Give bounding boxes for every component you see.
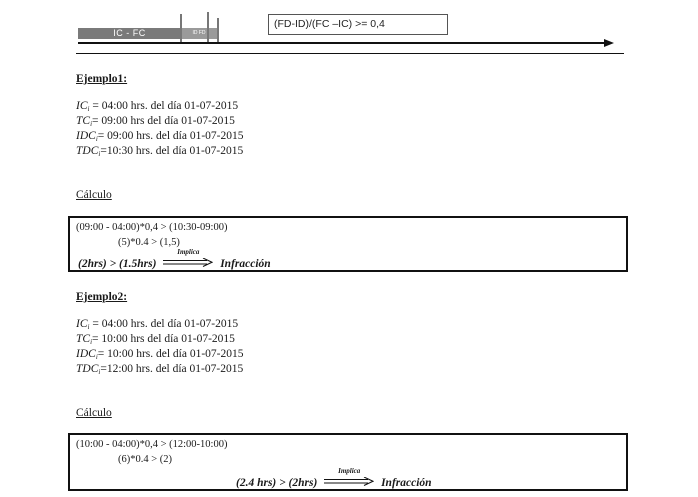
implies-arrow-icon: Implica — [163, 256, 213, 268]
example1-line-tdc: $TDC_i=10:30$ hrs. del día 01-07-2015 — [76, 145, 244, 158]
var-idc: $IDC_i$ — [76, 130, 98, 143]
example1-result: (2hrs) > (1.5hrs) Implica Infracción — [78, 248, 271, 270]
var-tdc: $TDC_i$ — [76, 363, 101, 376]
example2-line-idc: $IDC_i=$ 10:00 hrs. del día 01-07-2015 — [76, 348, 244, 361]
time-axis — [78, 42, 608, 44]
example2-calc-line2: (6)*0.4 > (2) — [118, 454, 173, 465]
implies-arrow-icon: Implica — [324, 475, 374, 487]
example1-calc-line1: (09:00 - 04:00)*0,4 > (10:30-09:00) — [76, 222, 228, 233]
example1-line-tc: $TC_i=$ 09:00 hrs del día 01-07-2015 — [76, 115, 235, 128]
example2-result: (2.4 hrs) > (2hrs) Implica Infracción — [236, 467, 432, 489]
example2-calc-box — [68, 433, 628, 491]
var-ic: $IC_i$ — [76, 100, 90, 113]
var-ic: $IC_i$ — [76, 318, 90, 331]
divider — [76, 53, 624, 54]
segment-id-fd: ID FD — [181, 28, 217, 39]
var-tdc: $TDC_i$ — [76, 145, 101, 158]
arrow-right-icon — [604, 39, 614, 47]
example2-calc-label: Cálculo — [76, 407, 112, 419]
tick-fd — [217, 18, 219, 44]
segment-ic-fc: IC - FC — [78, 28, 181, 39]
example2-line-ic: $IC_i$ = 04:00 hrs. del día 01-07-2015 — [76, 318, 239, 331]
tick-id — [207, 12, 209, 44]
example1-calc-box — [68, 216, 628, 272]
timeline-diagram — [0, 0, 698, 60]
example1-heading: Ejemplo1: — [76, 73, 128, 85]
example2-calc-line1: (10:00 - 04:00)*0,4 > (12:00-10:00) — [76, 439, 228, 450]
var-tc: $TC_i$ — [76, 333, 93, 346]
example1-line-idc: $IDC_i=$ 09:00 hrs. del día 01-07-2015 — [76, 130, 244, 143]
example1-calc-line2: (5)*0.4 > (1,5) — [118, 237, 180, 248]
example2-line-tc: $TC_i=$ 10:00 hrs del día 01-07-2015 — [76, 333, 235, 346]
tick-ic — [180, 14, 182, 44]
example2-line-tdc: $TDC_i=12:00$ hrs. del día 01-07-2015 — [76, 363, 244, 376]
formula-box: (FD-ID)/(FC –IC) >= 0,4 — [268, 14, 448, 35]
var-idc: $IDC_i$ — [76, 348, 98, 361]
var-tc: $TC_i$ — [76, 115, 93, 128]
example2-heading: Ejemplo2: — [76, 291, 128, 303]
example1-line-ic: $IC_i$ = 04:00 hrs. del día 01-07-2015 — [76, 100, 239, 113]
example1-calc-label: Cálculo — [76, 189, 112, 201]
